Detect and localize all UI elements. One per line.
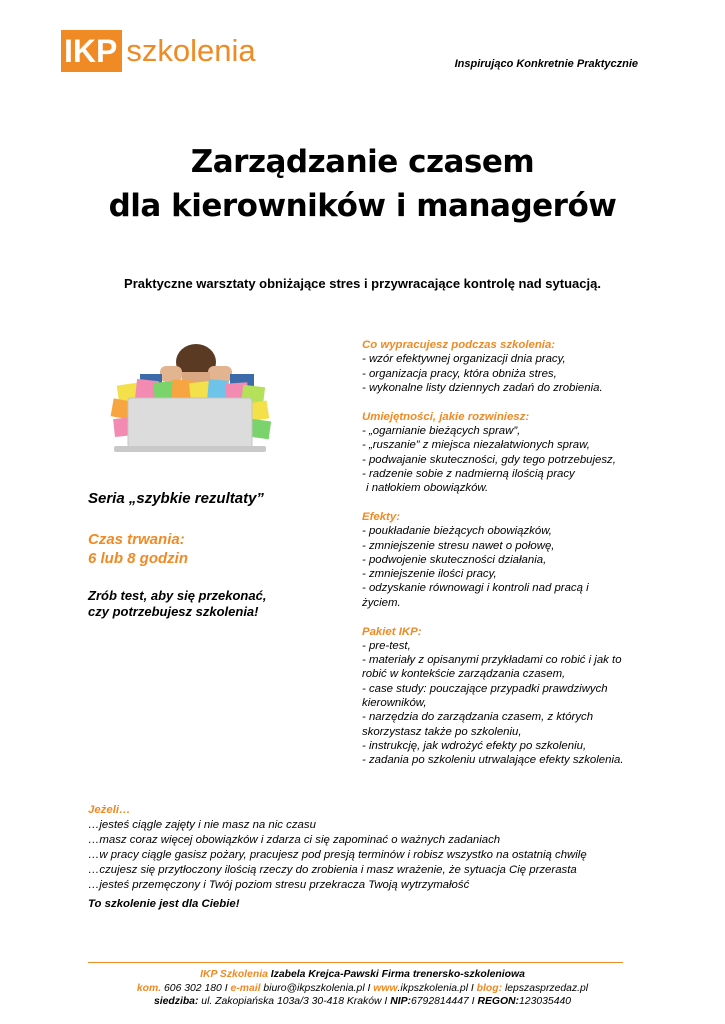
if-line: …jesteś ciągle zajęty i nie masz na nic czasu — [88, 819, 316, 831]
company-logo — [61, 30, 256, 72]
title-line-1: Zarządzanie czasem — [190, 144, 535, 180]
footer-email-value: biuro@ikpszkolenia.pl I — [260, 982, 374, 994]
benefit-line: - podwajanie skuteczności, gdy tego potrzebujesz, — [362, 453, 616, 466]
test-line-2: czy potrzebujesz szkolenia! — [88, 604, 259, 619]
benefit-line: - case study: pouczające przypadki prawdziwych — [362, 682, 608, 695]
benefit-line: - zmniejszenie stresu nawet o połowę, — [362, 539, 555, 552]
footer-kom-value: 606 302 180 I — [161, 982, 231, 994]
benefit-line: - poukładanie bieżących obowiązków, — [362, 525, 552, 538]
benefit-line: życiem. — [362, 596, 401, 609]
footer — [0, 968, 725, 1009]
benefit-line: - narzędzia do zarządzania czasem, z których — [362, 711, 594, 724]
duration-block — [88, 530, 188, 568]
duration-label: Czas trwania: — [88, 531, 185, 548]
benefit-line: - wykonalne listy dziennych zadań do zrobienia. — [362, 381, 603, 394]
benefit-section — [362, 625, 662, 768]
footer-www-value: .ikpszkolenia.pl I — [397, 982, 477, 994]
series-label: Seria „szybkie rezultaty” — [88, 490, 264, 507]
footer-company: Izabela Krejca-Pawski Firma trenersko-szkoleniowa — [267, 969, 525, 980]
benefit-line: skorzystasz także po szkoleniu, — [362, 725, 522, 738]
footer-brand: IKP Szkolenia — [200, 969, 268, 980]
if-section — [88, 803, 587, 912]
stressed-worker-illustration — [90, 340, 288, 458]
benefit-section — [362, 510, 662, 610]
footer-www-label: www — [373, 982, 398, 994]
footer-regon-value: 123035440 — [519, 996, 572, 1007]
benefit-line: - instrukcję, jak wdrożyć efekty po szkoleniu, — [362, 739, 587, 752]
test-line-1: Zrób test, aby się przekonać, — [88, 588, 267, 603]
footer-nip-value: 6792814447 I — [410, 996, 478, 1007]
logo-word-text: szkolenia — [126, 33, 256, 68]
benefit-line: robić w kontekście zarządzania czasem, — [362, 668, 566, 681]
footer-kom-label: kom. — [136, 982, 162, 994]
benefit-line: - materiały z opisanymi przykładami co robić i jak to — [362, 654, 622, 667]
footer-email-label: e-mail — [230, 982, 261, 994]
benefit-line: - zmniejszenie ilości pracy, — [362, 568, 497, 581]
benefit-line: - „ogarnianie bieżących spraw”, — [362, 424, 521, 437]
if-heading: Jeżeli… — [88, 804, 131, 816]
footer-seat-label: siedziba: — [153, 996, 199, 1007]
benefit-line: kierowników, — [362, 697, 427, 710]
logo-box-text: IKP — [61, 30, 122, 72]
benefits-column — [362, 338, 662, 782]
benefit-line: - radzenie sobie z nadmierną ilością pracy — [362, 467, 575, 480]
footer-line-1 — [0, 968, 725, 982]
benefit-section — [362, 338, 662, 395]
title-line-2: dla kierowników i managerów — [108, 188, 617, 224]
duration-value: 6 lub 8 godzin — [88, 550, 188, 567]
if-line: …masz coraz więcej obowiązków i zdarza ci się zapominać o ważnych zadaniach — [88, 834, 501, 846]
tagline: Inspirująco Konkretnie Praktycznie — [454, 58, 638, 70]
page-title — [0, 140, 725, 228]
benefit-line: - organizacja pracy, która obniża stres, — [362, 367, 557, 380]
benefit-line: - „ruszanie” z miejsca niezałatwionych spraw, — [362, 439, 590, 452]
subtitle: Praktyczne warsztaty obniżające stres i przywracające kontrolę nad sytuacją. — [124, 276, 601, 291]
footer-line-3 — [0, 995, 725, 1009]
benefit-line: - pre-test, — [362, 639, 411, 652]
footer-nip-label: NIP: — [390, 996, 411, 1007]
benefit-section — [362, 410, 662, 496]
if-line: …czujesz się przytłoczony ilością rzeczy do zrobienia i masz wrażenie, że sytuacja Cię przerasta — [88, 864, 577, 876]
benefit-section-heading: Co wypracujesz podczas szkolenia: — [362, 339, 556, 351]
benefit-section-heading: Umiejętności, jakie rozwiniesz: — [362, 410, 530, 423]
benefit-line: - podwojenie skuteczności działania, — [362, 553, 547, 566]
footer-blog-label: blog: — [476, 982, 503, 994]
benefit-line: - odzyskanie równowagi i kontroli nad pracą i — [362, 582, 589, 595]
photo-stressed-worker — [90, 340, 288, 458]
benefit-section-heading: Pakiet IKP: — [362, 625, 422, 638]
footer-regon-label: REGON: — [477, 996, 520, 1007]
footer-line-2 — [0, 982, 725, 996]
footer-blog-value: lepszasprzedaz.pl — [502, 982, 589, 994]
closing-statement: To szkolenie jest dla Ciebie! — [88, 898, 240, 910]
benefit-section-heading: Efekty: — [362, 510, 400, 523]
if-line: …jesteś przemęczony i Twój poziom stresu przekracza Twoją wytrzymałość — [88, 879, 470, 891]
if-lines — [88, 818, 587, 893]
footer-divider — [88, 962, 623, 963]
test-callout — [88, 588, 266, 620]
benefit-line: - wzór efektywnej organizacji dnia pracy, — [362, 353, 566, 366]
footer-seat-value: ul. Zakopiańska 103a/3 30-418 Kraków I — [198, 996, 391, 1007]
benefit-line: - zadania po szkoleniu utrwalające efekty szkolenia. — [362, 754, 624, 767]
if-line: …w pracy ciągle gasisz pożary, pracujesz pod presją terminów i robisz wszystko na ostatnią chwilę — [88, 849, 587, 861]
benefit-line: i natłokiem obowiązków. — [366, 482, 489, 495]
